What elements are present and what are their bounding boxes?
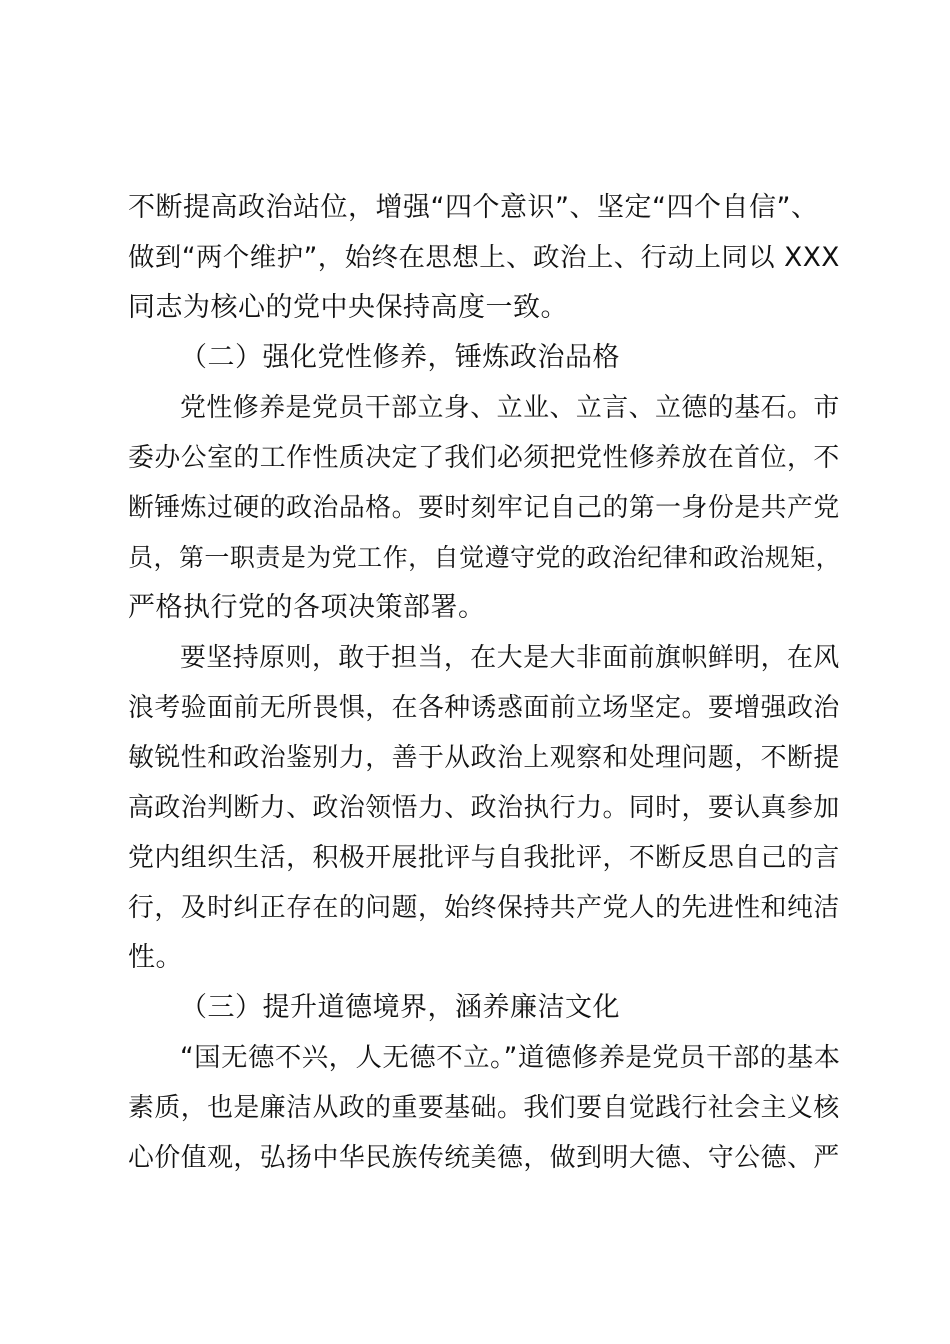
- text-line: 心价值观，弘扬中华民族传统美德，做到明大德、守公德、严: [128, 1143, 840, 1173]
- text-line: 要坚持原则，敢于担当，在大是大非面前旗帜鲜明，在风: [180, 643, 840, 673]
- text-line: 党性修养是党员干部立身、立业、立言、立德的基石。市: [180, 393, 840, 423]
- text-line: 浪考验面前无所畏惧，在各种诱惑面前立场坚定。要增强政治: [128, 693, 840, 723]
- text-line: 不断提高政治站位，增强“四个意识”、坚定“四个自信”、: [128, 192, 819, 223]
- text-line: 做到“两个维护”，始终在思想上、政治上、行动上同以 XXX: [128, 242, 840, 273]
- text-line: 敏锐性和政治鉴别力，善于从政治上观察和处理问题，不断提: [128, 743, 840, 773]
- document-body: [128, 183, 842, 1183]
- text-line: 委办公室的工作性质决定了我们必须把党性修养放在首位，不: [128, 443, 840, 473]
- text-line: 素质，也是廉洁从政的重要基础。我们要自觉践行社会主义核: [128, 1093, 840, 1123]
- text-line: （二）强化党性修养，锤炼政治品格: [180, 342, 620, 373]
- text-line: 高政治判断力、政治领悟力、政治执行力。同时，要认真参加: [128, 793, 840, 823]
- text-line: （三）提升道德境界，涵养廉洁文化: [180, 992, 620, 1023]
- text-line: 行，及时纠正存在的问题，始终保持共产党人的先进性和纯洁: [128, 893, 840, 923]
- text-line: 断锤炼过硬的政治品格。要时刻牢记自己的第一身份是共产党: [128, 493, 840, 523]
- text-line: 党内组织生活，积极开展批评与自我批评，不断反思自己的言: [128, 843, 840, 873]
- text-line: 性。: [128, 942, 183, 973]
- text-line: “国无德不兴，人无德不立。”道德修养是党员干部的基本: [180, 1042, 841, 1073]
- text-line: 员，第一职责是为党工作，自觉遵守党的政治纪律和政治规矩，: [128, 543, 842, 572]
- text-line: 同志为核心的党中央保持高度一致。: [128, 292, 568, 323]
- text-line: 严格执行党的各项决策部署。: [128, 592, 486, 623]
